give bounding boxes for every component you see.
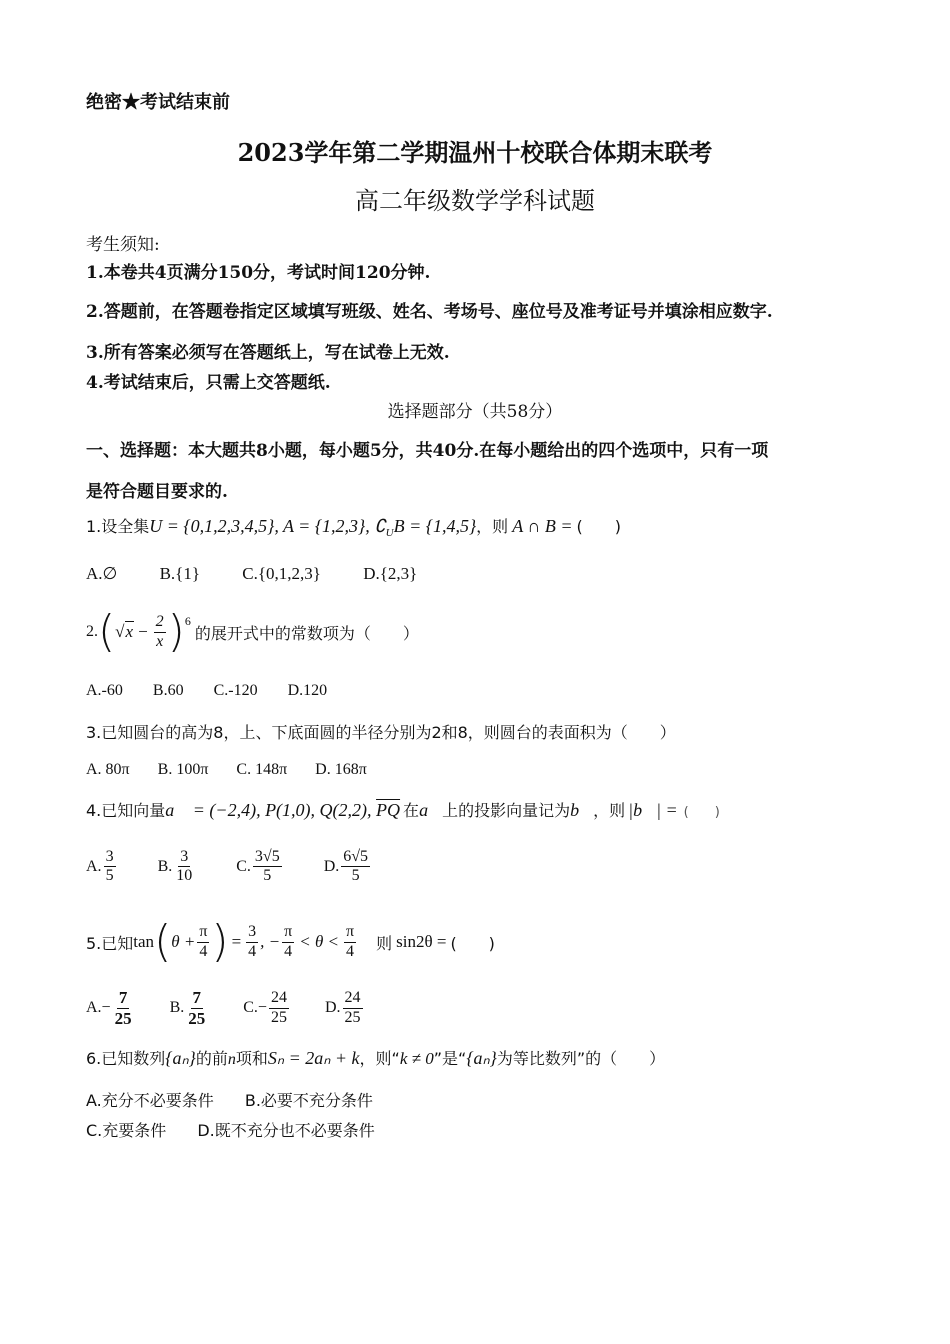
q6-sequence: {aₙ} [165, 1048, 196, 1068]
q2-minus: − [138, 622, 148, 641]
q6-mid4: ”是“ [433, 1049, 467, 1068]
confidential-mark: 绝密★考试结束前 [86, 92, 230, 113]
notice-item-1: 1.本卷共4页满分150分，考试时间120分钟. [86, 263, 431, 283]
question-2 [86, 606, 419, 657]
q5-prefix: 5.已知 [86, 933, 134, 953]
q4-option-a: A. $\frac{3}{5}$ [86, 848, 114, 885]
question-5 [86, 916, 495, 967]
q1-complement-sub: U [385, 527, 394, 540]
q5-theta-range: < θ < [299, 932, 340, 951]
q6-options-row2 [86, 1118, 375, 1141]
q5-tan: tan [133, 932, 155, 951]
q1-sets: U = {0,1,2,3,4,5}, A = {1,2,3}, ∁ [149, 516, 386, 536]
q6-sequence-2: {aₙ} [466, 1048, 497, 1068]
q4-prefix: 4.已知向量 [86, 801, 166, 820]
q4-vector-pq: $\overline{PQ}$ [376, 800, 401, 820]
q1-expression: A ∩ B = [512, 516, 573, 536]
q5-theta-plus: θ + [171, 932, 196, 951]
q6-option-c: C.充要条件 [86, 1121, 167, 1140]
q6-condition: k ≠ 0 [399, 1049, 434, 1068]
question-3: 3.已知圆台的高为8，上、下底面圆的半径分别为2和8，则圆台的表面积为（ ） [86, 723, 676, 742]
q2-number: 2. [86, 623, 98, 640]
q5-option-b: B. $\frac{7}{25}$ [169, 988, 206, 1028]
notice-heading: 考生须知: [86, 235, 160, 255]
q5-suffix: 则 [376, 933, 393, 953]
q2-power: 6 [184, 614, 191, 628]
q1-option-a: A.∅ [86, 564, 118, 583]
q3-options [86, 761, 367, 779]
question-4 [86, 798, 720, 821]
notice-item-3: 3.所有答案必须写在答题纸上，写在试卷上无效. [86, 343, 450, 363]
q6-option-d: D.既不充分也不必要条件 [197, 1121, 375, 1140]
q3-option-a: A. 80π [86, 761, 130, 778]
q1-set-b: B = {1,4,5} [393, 516, 477, 536]
q2-option-b: B.60 [152, 682, 184, 699]
q4-abs-b: |b⃗| = [628, 800, 678, 820]
q6-sum: Sₙ = 2aₙ + k [267, 1048, 360, 1068]
notice-item-2: 2.答题前，在答题卷指定区域填写班级、姓名、考场号、座位号及准考证号并填涂相应数字. [86, 302, 773, 322]
q1-option-c: C.{0,1,2,3} [242, 564, 321, 583]
q4-mid: 在 [403, 801, 420, 820]
q2-sqrt: √x [115, 622, 134, 641]
q1-option-d: D.{2,3} [363, 564, 418, 583]
q5-three-quarters: $\frac{3}{4}$ [248, 923, 257, 960]
q5-option-d: D. $\frac{24}{25}$ [324, 989, 361, 1026]
q5-equals: = [231, 932, 242, 951]
question-1 [86, 514, 621, 539]
q4-vector-b: b⃗ [570, 800, 594, 820]
q4-blank: ( ) [683, 805, 720, 820]
q1-blank: ( ) [576, 517, 621, 536]
q1-suffix: ，则 [476, 517, 509, 536]
q2-option-c: C.-120 [213, 682, 258, 699]
q5-upper-bound: $\frac{\pi}{4}$ [346, 923, 355, 960]
q5-sin: sin2θ = [396, 932, 447, 951]
q6-mid3: ，则“ [359, 1049, 400, 1068]
q2-option-a: A.-60 [86, 682, 123, 699]
q4-option-b: B. $\frac{3}{10}$ [157, 848, 193, 885]
q6-mid2: 项和 [235, 1049, 268, 1068]
notice-item-4: 4.考试结束后，只需上交答题纸. [86, 373, 331, 393]
q4-mid2: 上的投影向量记为 [442, 801, 571, 820]
q6-prefix: 6.已知数列 [86, 1049, 166, 1068]
q2-text: 的展开式中的常数项为（ ） [194, 623, 419, 643]
q6-option-a: A.充分不必要条件 [86, 1091, 214, 1110]
q6-n: n [227, 1051, 236, 1068]
q4-options [86, 848, 372, 886]
question-6 [86, 1046, 665, 1069]
q4-option-c: C. $\frac{3√5}{5}$ [236, 848, 280, 885]
section-instruction-line1: 一、选择题：本大题共8小题，每小题5分，共40分.在每小题给出的四个选项中，只有一项 [86, 441, 769, 461]
q4-expression: a⃗ = (−2,4), P(1,0), Q(2,2), [165, 800, 377, 820]
q3-option-b: B. 100π [157, 761, 209, 778]
q5-right-paren: ) [211, 916, 229, 967]
q5-lower-bound: $\frac{\pi}{4}$ [284, 923, 293, 960]
q2-option-d: D.120 [287, 682, 328, 699]
section-instruction-line2: 是符合题目要求的. [86, 482, 228, 502]
q1-prefix: 1.设全集 [86, 517, 150, 536]
q3-option-d: D. 168π [315, 761, 367, 778]
q2-left-paren: ( [98, 606, 116, 657]
q5-option-a: A.− $\frac{7}{25}$ [86, 988, 132, 1028]
exam-subtitle: 高二年级数学学科试题 [355, 187, 595, 215]
q2-options [86, 682, 327, 700]
q1-option-b: B.{1} [159, 564, 201, 583]
q2-fraction: $\frac{2}{x}$ [155, 613, 164, 650]
q5-blank: ( ) [450, 933, 495, 953]
q4-option-d: D. $\frac{6√5}{5}$ [323, 848, 369, 885]
q6-options-row1 [86, 1088, 373, 1111]
q4-vector-a: a⃗ [419, 800, 443, 820]
q5-options [86, 988, 365, 1028]
q5-option-c: C.− $\frac{24}{25}$ [243, 989, 287, 1026]
q2-right-paren: ) [167, 606, 185, 657]
q6-option-b: B.必要不充分条件 [244, 1091, 373, 1110]
q6-suffix: 为等比数列”的（ ） [496, 1049, 666, 1068]
q1-options [86, 564, 455, 584]
q5-left-paren: ( [154, 916, 172, 967]
section-title: 选择题部分（共58分） [387, 402, 563, 422]
q4-suffix: ，则 [593, 801, 626, 820]
q5-pi-over-4: $\frac{\pi}{4}$ [199, 923, 208, 960]
q3-option-c: C. 148π [236, 761, 288, 778]
q5-cond-mid: , − [260, 932, 281, 951]
q6-mid: 的前 [195, 1049, 228, 1068]
exam-title: 2023学年第二学期温州十校联合体期末联考 [237, 138, 713, 167]
